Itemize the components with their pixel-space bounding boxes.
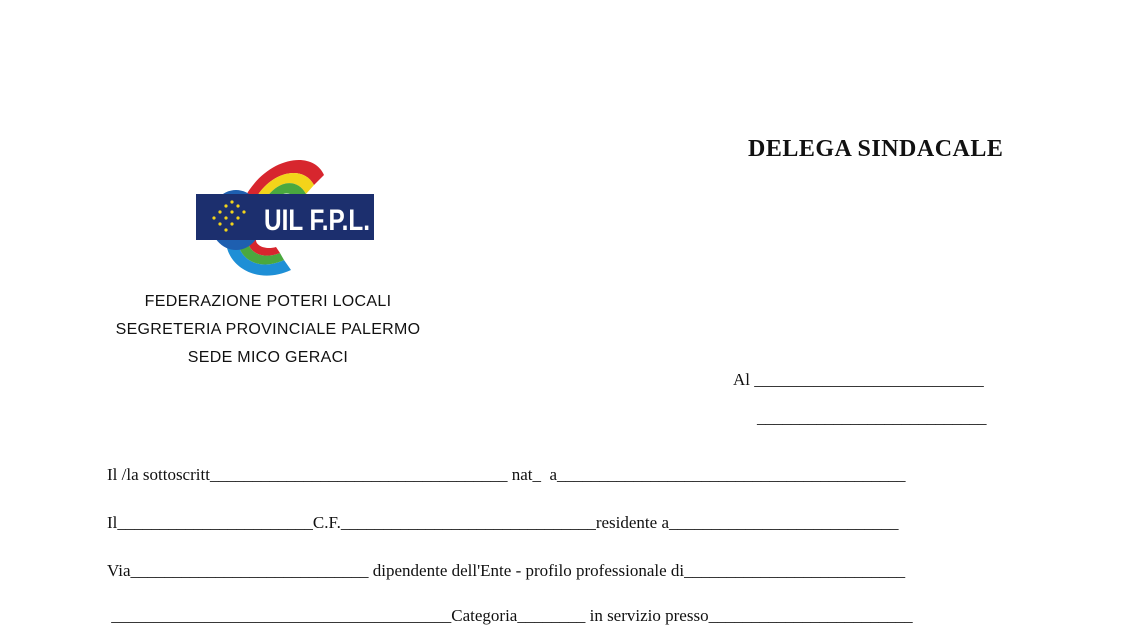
field-profile-cont[interactable]: ________________________________________ [111, 606, 452, 625]
form-line-categoria [107, 606, 913, 626]
label-servizio: in servizio presso [585, 606, 709, 625]
document-title: DELEGA SINDACALE [748, 136, 1004, 162]
field-via[interactable]: ____________________________ [130, 561, 369, 580]
label-cf: C.F. [312, 513, 341, 532]
addressee-label: Al [733, 370, 750, 389]
form-line-name [107, 465, 906, 485]
label-il: Il [107, 513, 118, 532]
label-nato-a: nat_ a [507, 465, 558, 484]
field-name[interactable]: ___________________________________ [209, 465, 508, 484]
form-line-via [107, 561, 905, 581]
org-line-federation: FEDERAZIONE POTERI LOCALI [144, 293, 392, 310]
org-line-office: SEDE MICO GERACI [187, 349, 349, 366]
field-birthdate[interactable]: _______________________ [117, 513, 313, 532]
form-line-date-cf [107, 513, 898, 533]
addressee-line-1 [733, 370, 984, 390]
field-category[interactable]: ________ [517, 606, 586, 625]
addressee-field-1[interactable]: ___________________________ [754, 370, 984, 389]
uil-fpl-logo [196, 150, 376, 286]
label-via: Via [107, 561, 131, 580]
org-line-secretariat: SEGRETERIA PROVINCIALE PALERMO [115, 321, 421, 338]
field-birthplace[interactable]: _________________________________________ [557, 465, 906, 484]
field-service-at[interactable]: ________________________ [708, 606, 913, 625]
label-residente: residente a [595, 513, 669, 532]
addressee-field-2[interactable]: ___________________________ [757, 408, 987, 427]
label-profilo: dipendente dell'Ente - profilo professionale di [368, 561, 685, 580]
addressee-line-2 [757, 408, 987, 428]
field-cf[interactable]: ______________________________ [340, 513, 596, 532]
field-profile[interactable]: __________________________ [684, 561, 906, 580]
field-residence[interactable]: ___________________________ [668, 513, 899, 532]
label-categoria: Categoria [451, 606, 518, 625]
logo-text: UIL F.P.L. [264, 204, 370, 237]
label-sottoscritto: Il /la sottoscritt [107, 465, 210, 484]
